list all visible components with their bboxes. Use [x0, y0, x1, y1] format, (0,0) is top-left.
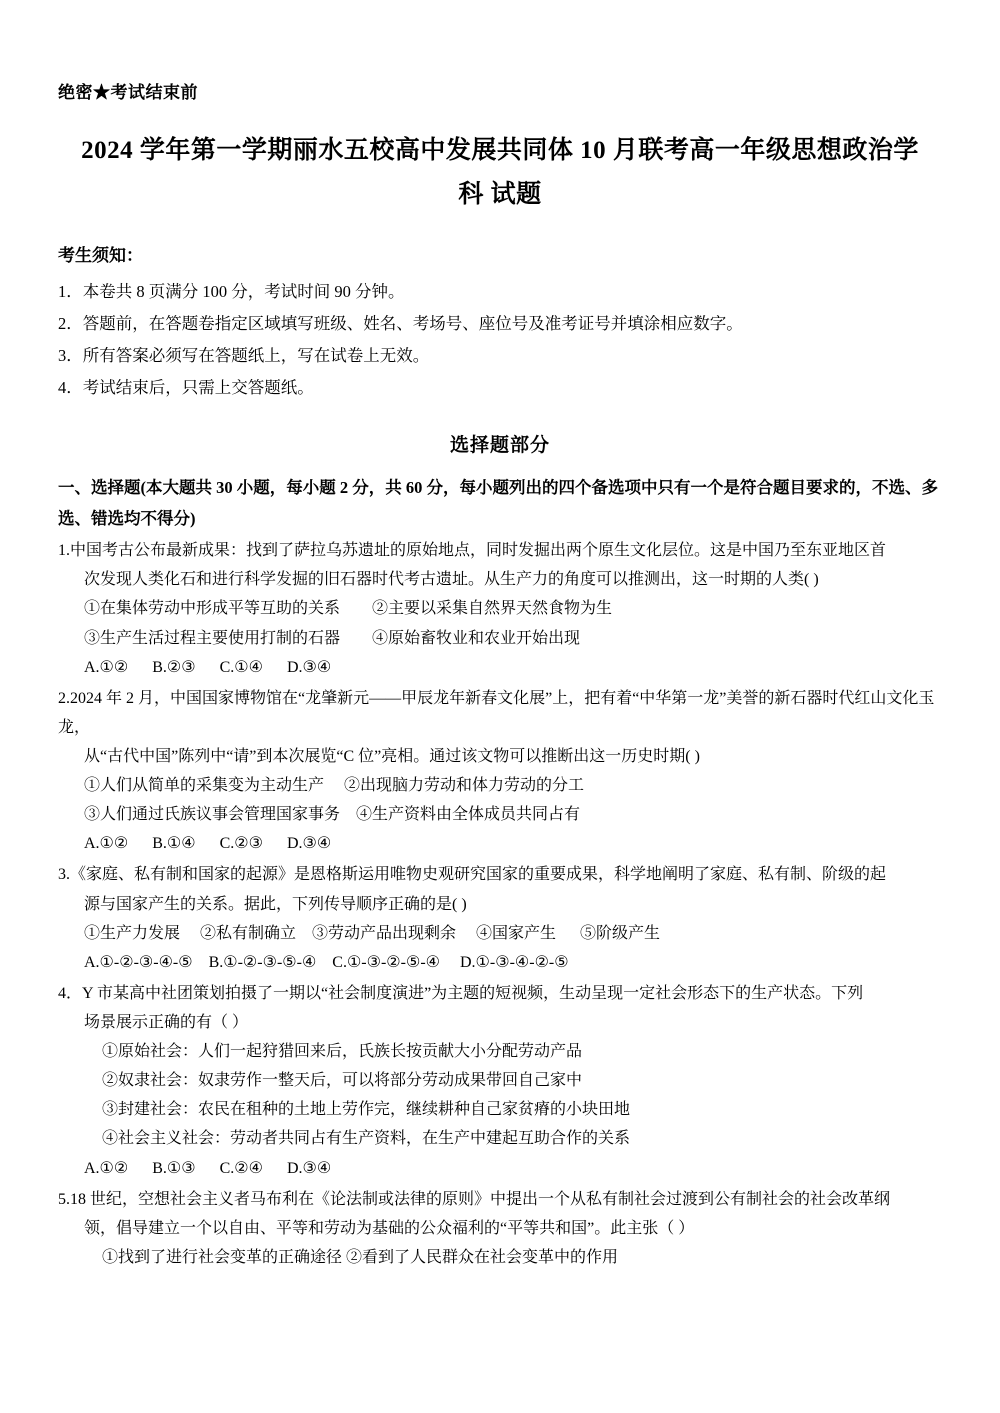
question-stem-line: 2.2024 年 2 月，中国国家博物馆在“龙肇新元——甲辰龙年新春文化展”上，把有着“中华第一龙”美誉的新石器时代红山文化玉龙，: [58, 689, 935, 736]
question-block: [58, 1185, 942, 1272]
question-option-line: ①生产力发展 ②私有制确立 ③劳动产品出现剩余 ④国家产生 ⑤阶级产生: [84, 924, 661, 942]
question-option-line: ②奴隶社会：奴隶劳作一整天后，可以将部分劳动成果带回自己家中: [102, 1072, 583, 1090]
question-stem-line: 从“古代中国”陈列中“请”到本次展览“C 位”亮相。通过该文物可以推断出这一历史时期( ): [84, 747, 700, 765]
question-option-line: ①找到了进行社会变革的正确途径 ②看到了人民群众在社会变革中的作用: [102, 1248, 619, 1266]
part-heading: 一、选择题(本大题共 30 小题，每小题 2 分，共 60 分，每小题列出的四个备选项中只有一个是符合题目要求的，不选、多选、错选均不得分): [58, 478, 938, 528]
question-option-line: ④社会主义社会：劳动者共同占有生产资料，在生产中建起互助合作的关系: [102, 1130, 631, 1148]
question-stem-line: 源与国家产生的关系。据此，下列传导顺序正确的是( ): [84, 895, 467, 913]
question-answer-choices: A.①② B.①④ C.②③ D.③④: [84, 835, 332, 853]
question-block: [58, 979, 942, 1183]
question-option-line: ③封建社会：农民在租种的土地上劳作完，继续耕种自己家贫瘠的小块田地: [102, 1101, 631, 1119]
question-answer-choices: A.①② B.①③ C.②④ D.③④: [84, 1159, 332, 1177]
question-stem-line: 4．Y 市某高中社团策划拍摄了一期以“社会制度演进”为主题的短视频，生动呈现一定社会形态下的生产状态。下列: [58, 984, 864, 1002]
notice-item: 3．所有答案必须写在答题纸上，写在试卷上无效。: [58, 345, 430, 365]
question-answer-choices: A.①-②-③-④-⑤ B.①-②-③-⑤-④ C.①-③-②-⑤-④ D.①-③-④-②-⑤: [84, 953, 569, 971]
question-stem-line: 领，倡导建立一个以自由、平等和劳动为基础的公众福利的“平等共和国”。此主张（ ）: [84, 1219, 695, 1237]
question-stem-line: 1.中国考古公布最新成果：找到了萨拉乌苏遗址的原始地点，同时发掘出两个原生文化层位。这是中国乃至东亚地区首: [58, 542, 887, 560]
question-stem-line: 场景展示正确的有（ ）: [84, 1013, 249, 1031]
question-stem-line: 3.《家庭、私有制和国家的起源》是恩格斯运用唯物史观研究国家的重要成果，科学地阐明了家庭、私有制、阶级的起: [58, 866, 887, 884]
question-option-line: ①原始社会：人们一起狩猎回来后，氏族长按贡献大小分配劳动产品: [102, 1043, 583, 1061]
notice-item: 2．答题前，在答题卷指定区域填写班级、姓名、考场号、座位号及准考证号并填涂相应数字。: [58, 313, 743, 333]
question-answer-choices: A.①② B.②③ C.①④ D.③④: [84, 658, 332, 676]
notice-item: 1．本卷共 8 页满分 100 分，考试时间 90 分钟。: [58, 281, 405, 301]
question-option-line: ③生产生活过程主要使用打制的石器 ④原始畜牧业和农业开始出现: [84, 629, 581, 647]
notice-item: 4．考试结束后，只需上交答题纸。: [58, 378, 314, 398]
secret-notice: 绝密★考试结束前: [58, 83, 198, 102]
question-option-line: ③人们通过氏族议事会管理国家事务 ④生产资料由全体成员共同占有: [84, 806, 581, 824]
question-block: [58, 684, 942, 859]
question-option-line: ①人们从简单的采集变为主动生产 ②出现脑力劳动和体力劳动的分工: [84, 777, 585, 795]
candidate-notice-heading: 考生须知：: [58, 245, 143, 265]
question-option-line: ①在集体劳动中形成平等互助的关系 ②主要以采集自然界天然食物为生: [84, 600, 613, 618]
question-block: [58, 536, 942, 682]
question-stem-line: 5.18 世纪，空想社会主义者马布利在《论法制或法律的原则》中提出一个从私有制社会过渡到公有制社会的社会改革纲: [58, 1190, 891, 1208]
question-stem-line: 次发现人类化石和进行科学发掘的旧石器时代考古遗址。从生产力的角度可以推测出，这一时期的人类( ): [84, 571, 819, 589]
section-title: 选择题部分: [449, 435, 550, 457]
page-title: 2024 学年第一学期丽水五校高中发展共同体 10 月联考高一年级思想政治学科 试题: [81, 137, 919, 208]
question-block: [58, 860, 942, 976]
